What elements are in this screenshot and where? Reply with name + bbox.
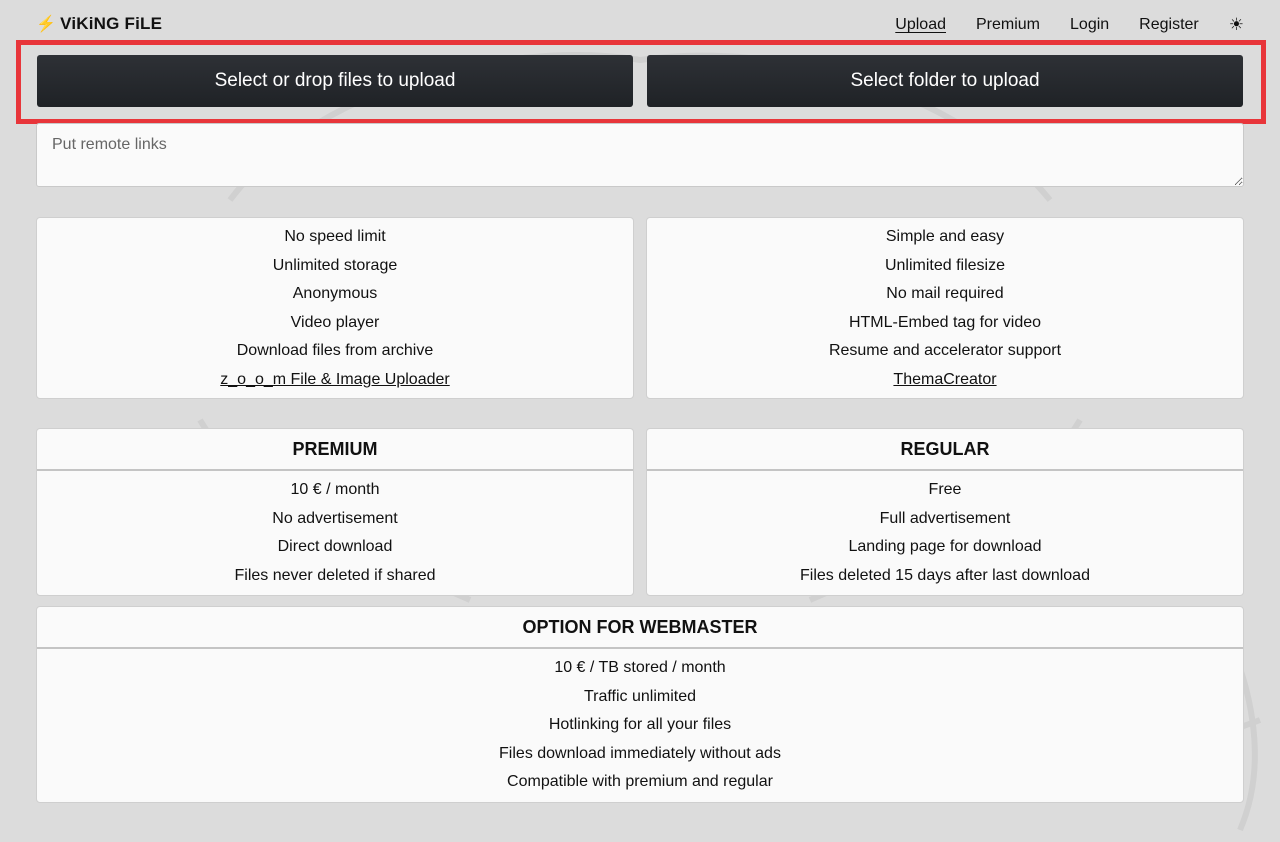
feature-item: Simple and easy bbox=[885, 228, 1005, 245]
zoom-uploader-link[interactable]: z_o_o_m File & Image Uploader bbox=[220, 370, 450, 388]
feature-item: No mail required bbox=[886, 285, 1004, 303]
premium-title: PREMIUM bbox=[37, 429, 633, 471]
plan-item: Files never deleted if shared bbox=[234, 566, 436, 584]
feature-item: Video player bbox=[290, 313, 380, 331]
plan-item: Full advertisement bbox=[879, 509, 1011, 527]
plan-item: 10 € / month bbox=[290, 481, 380, 498]
themacreator-link[interactable]: ThemaCreator bbox=[893, 370, 997, 388]
regular-plan-card bbox=[646, 428, 1244, 596]
select-files-button[interactable]: Select or drop files to upload bbox=[37, 55, 633, 107]
nav-upload-link[interactable]: Upload bbox=[895, 16, 946, 33]
feature-item: Unlimited storage bbox=[272, 256, 398, 274]
site-logo[interactable] bbox=[36, 14, 162, 34]
feature-item: Anonymous bbox=[292, 285, 378, 303]
plan-item: Traffic unlimited bbox=[583, 687, 697, 705]
plan-item: Files download immediately without ads bbox=[499, 744, 781, 762]
plan-item: Compatible with premium and regular bbox=[507, 773, 773, 791]
feature-item bbox=[647, 366, 1243, 395]
plan-item: 10 € / TB stored / month bbox=[554, 659, 726, 676]
regular-title: REGULAR bbox=[647, 429, 1243, 471]
plan-item: Landing page for download bbox=[848, 538, 1042, 556]
plan-item: Files deleted 15 days after last download bbox=[800, 566, 1090, 584]
feature-item: No speed limit bbox=[284, 228, 386, 245]
webmaster-option-card bbox=[36, 606, 1244, 803]
feature-item: HTML-Embed tag for video bbox=[848, 313, 1042, 331]
plan-item: No advertisement bbox=[272, 509, 398, 527]
logo-text: ViKiNG FiLE bbox=[60, 14, 163, 33]
features-right-card bbox=[646, 217, 1244, 399]
feature-item bbox=[37, 366, 633, 395]
top-bar bbox=[0, 0, 1280, 48]
premium-plan-card bbox=[36, 428, 634, 596]
features-left-card bbox=[36, 217, 634, 399]
feature-item: Download files from archive bbox=[236, 342, 434, 360]
plan-item: Direct download bbox=[277, 538, 393, 556]
nav-login-link[interactable]: Login bbox=[1070, 16, 1110, 33]
remote-links-input[interactable] bbox=[36, 123, 1244, 187]
plan-item: Free bbox=[928, 481, 962, 498]
select-folder-button[interactable]: Select folder to upload bbox=[647, 55, 1243, 107]
sun-icon[interactable]: ☀ bbox=[1228, 15, 1244, 34]
webmaster-title: OPTION FOR WEBMASTER bbox=[37, 607, 1243, 649]
nav-premium-link[interactable]: Premium bbox=[976, 16, 1041, 33]
feature-item: Unlimited filesize bbox=[884, 256, 1006, 274]
feature-item: Resume and accelerator support bbox=[828, 342, 1062, 360]
main-nav bbox=[895, 15, 1244, 35]
nav-register-link[interactable]: Register bbox=[1139, 16, 1199, 33]
plan-item: Hotlinking for all your files bbox=[548, 716, 732, 734]
lightning-bolt-icon: ⚡ bbox=[36, 16, 57, 33]
